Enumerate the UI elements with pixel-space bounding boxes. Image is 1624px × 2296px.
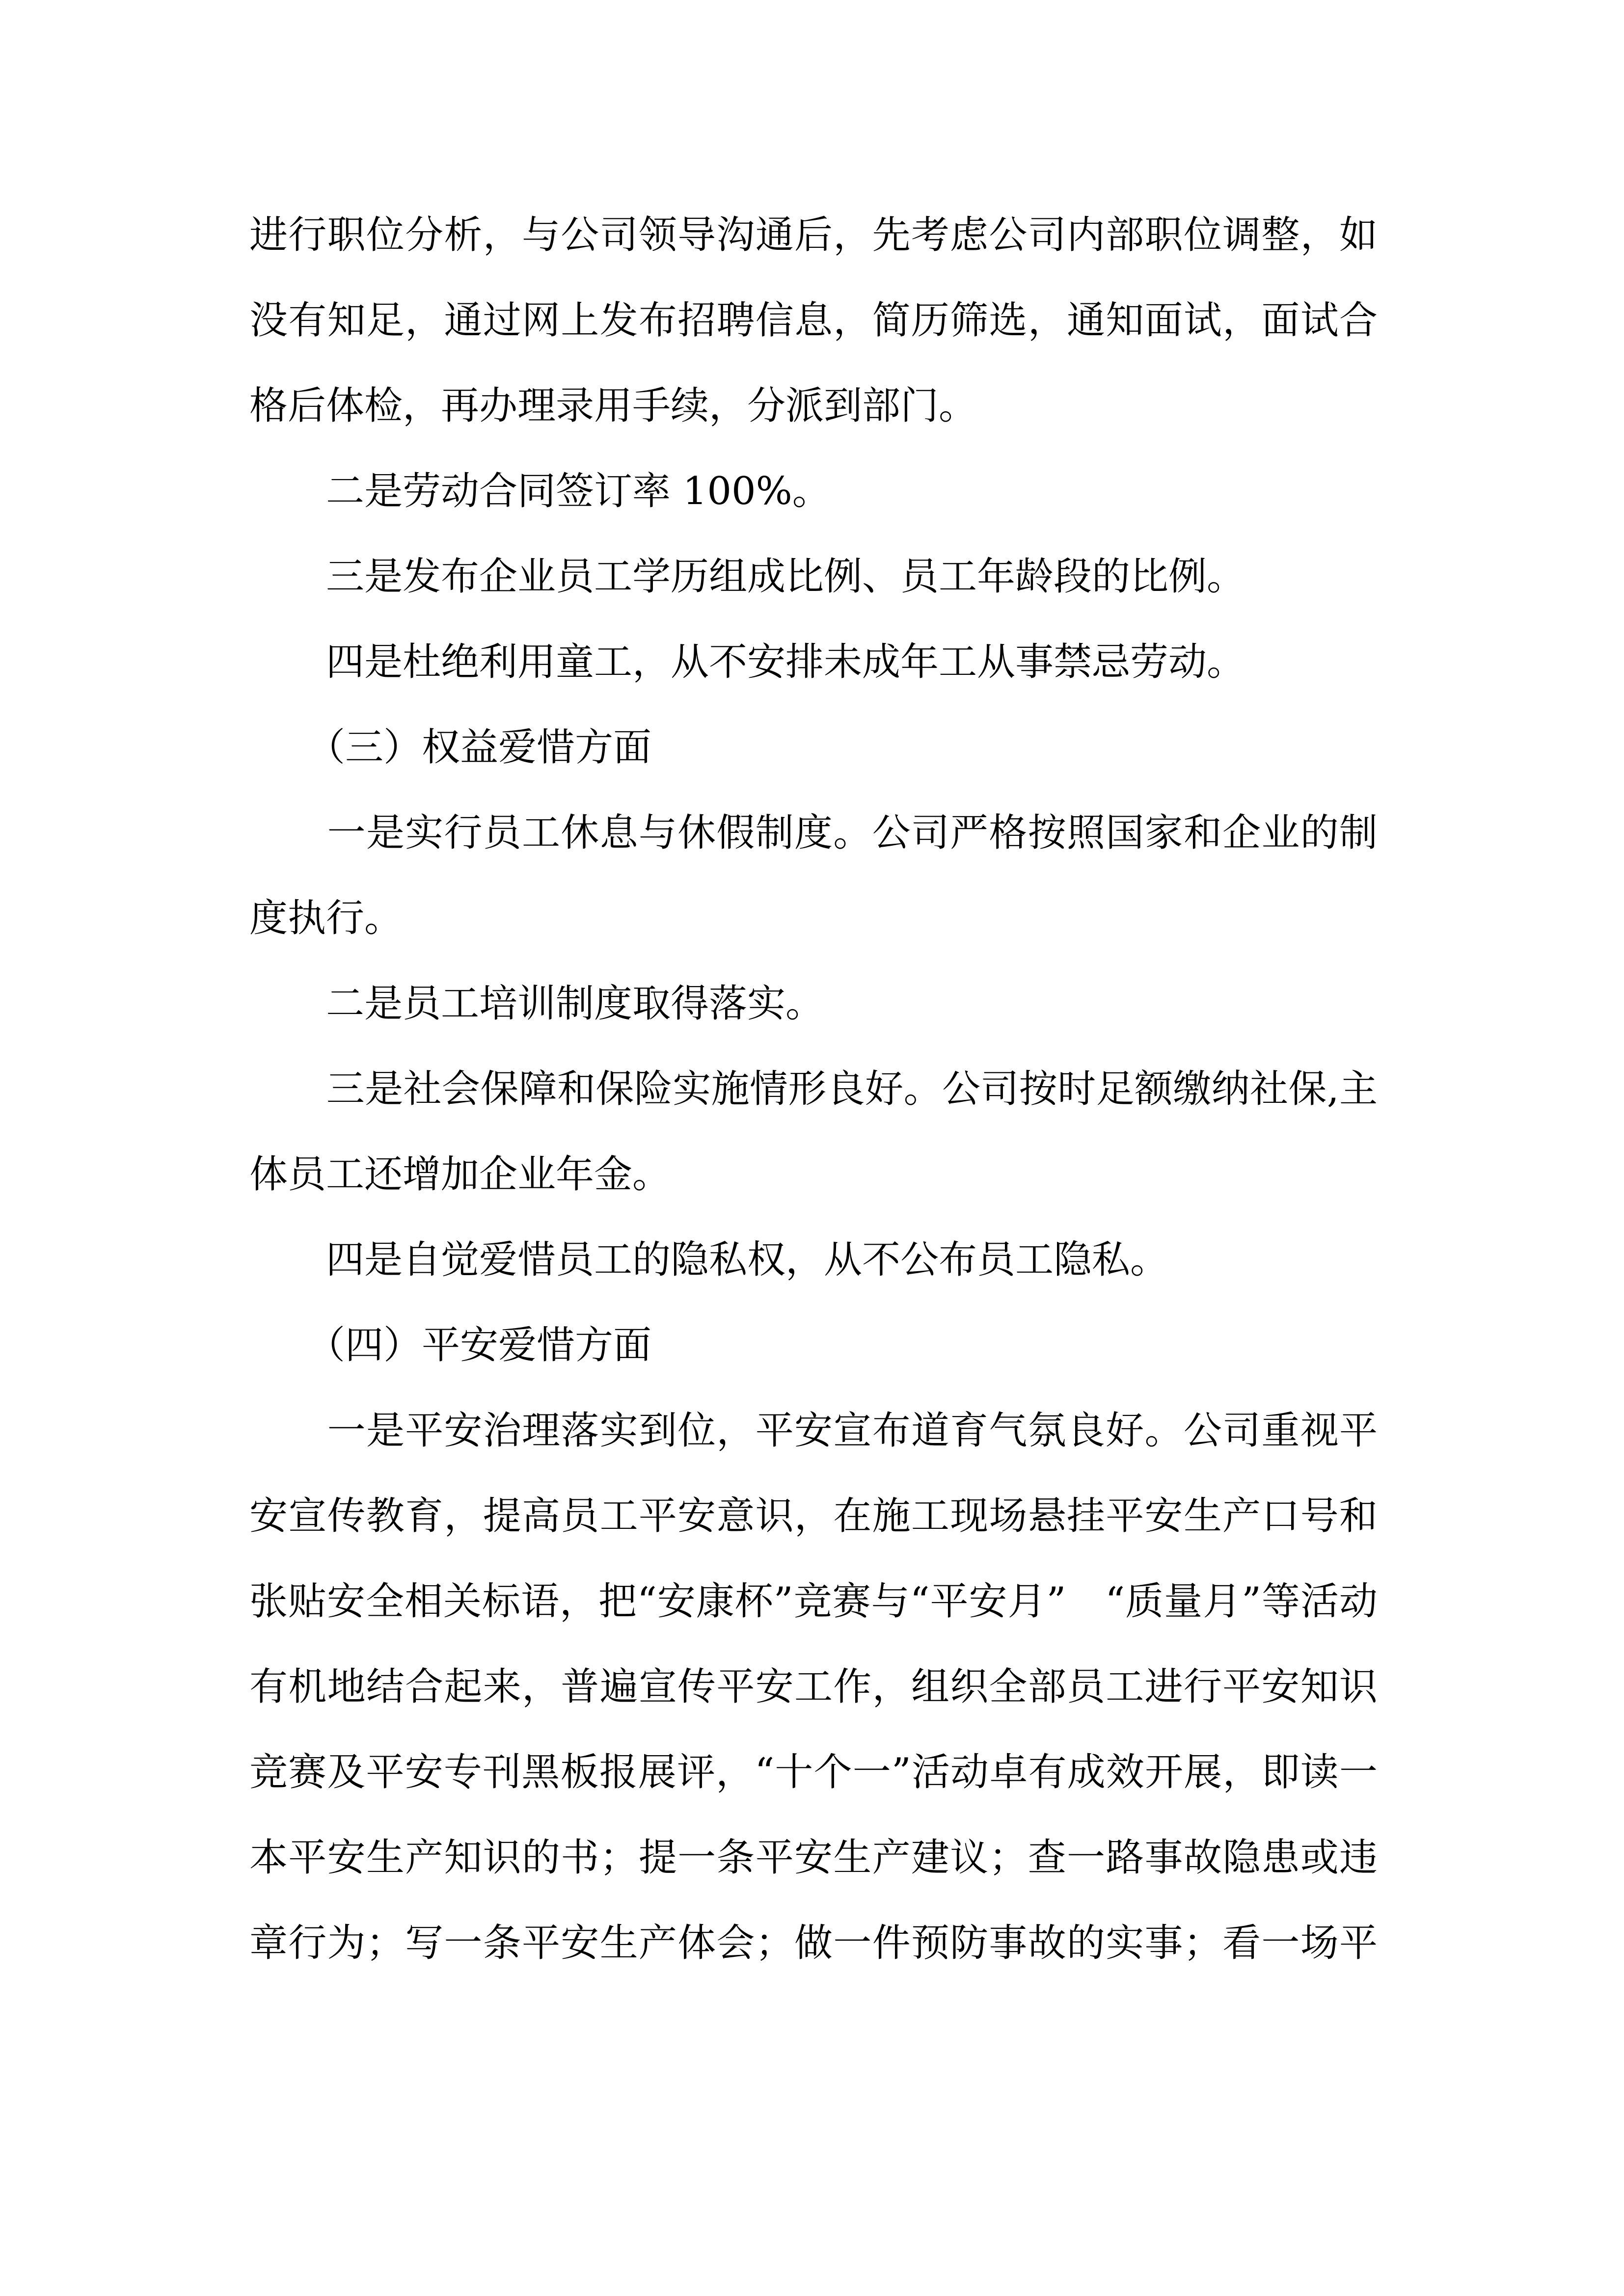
- text-line-5: 三是发布企业员工学历组成比例、员工年龄段的比例。: [249, 555, 1245, 599]
- text-line-12: 体员工还增加企业年金。: [249, 1152, 671, 1197]
- text-line-16: 安宣传教育，提高员工平安意识，在施工现场悬挂平安生产口号和: [249, 1494, 1378, 1538]
- text-line-9: 度执行。: [249, 896, 403, 940]
- text-line-1: 进行职位分析，与公司领导沟通后，先考虑公司内部职位调整，如: [249, 213, 1378, 257]
- text-line-10: 二是员工培训制度取得落实。: [249, 982, 824, 1026]
- text-line-6: 四是杜绝利用童工，从不安排未成年工从事禁忌劳动。: [249, 640, 1245, 684]
- text-line-3: 格后体检，再办理录用手续，分派到部门。: [249, 384, 977, 428]
- text-line-17: 张贴安全相关标语，把“安康杯”竞赛与“平安月” “质量月”等活动: [249, 1579, 1378, 1624]
- document-text-block: [249, 192, 1378, 1986]
- text-line-15: 一是平安治理落实到位，平安宣布道育气氛良好。公司重视平: [249, 1409, 1378, 1453]
- text-line-18: 有机地结合起来，普遍宣传平安工作，组织全部员工进行平安知识: [249, 1665, 1378, 1709]
- text-line-4: 二是劳动合同签订率 100%。: [249, 469, 831, 513]
- text-line-11: 三是社会保障和保险实施情形良好。公司按时足额缴纳社保,主: [249, 1067, 1378, 1111]
- text-line-8: 一是实行员工休息与休假制度。公司严格按照国家和企业的制: [249, 811, 1378, 855]
- text-line-20: 本平安生产知识的书；提一条平安生产建议；查一路事故隐患或违: [249, 1836, 1378, 1880]
- text-line-7: （三）权益爱惜方面: [249, 725, 652, 770]
- text-line-13: 四是自觉爱惜员工的隐私权，从不公布员工隐私。: [249, 1238, 1169, 1282]
- text-line-21: 章行为；写一条平安生产体会；做一件预防事故的实事；看一场平: [249, 1921, 1378, 1965]
- text-line-2: 没有知足，通过网上发布招聘信息，简历筛选，通知面试，面试合: [249, 298, 1378, 343]
- text-line-19: 竞赛及平安专刊黑板报展评，“十个一”活动卓有成效开展，即读一: [249, 1750, 1378, 1794]
- text-line-14: （四）平安爱惜方面: [249, 1323, 652, 1367]
